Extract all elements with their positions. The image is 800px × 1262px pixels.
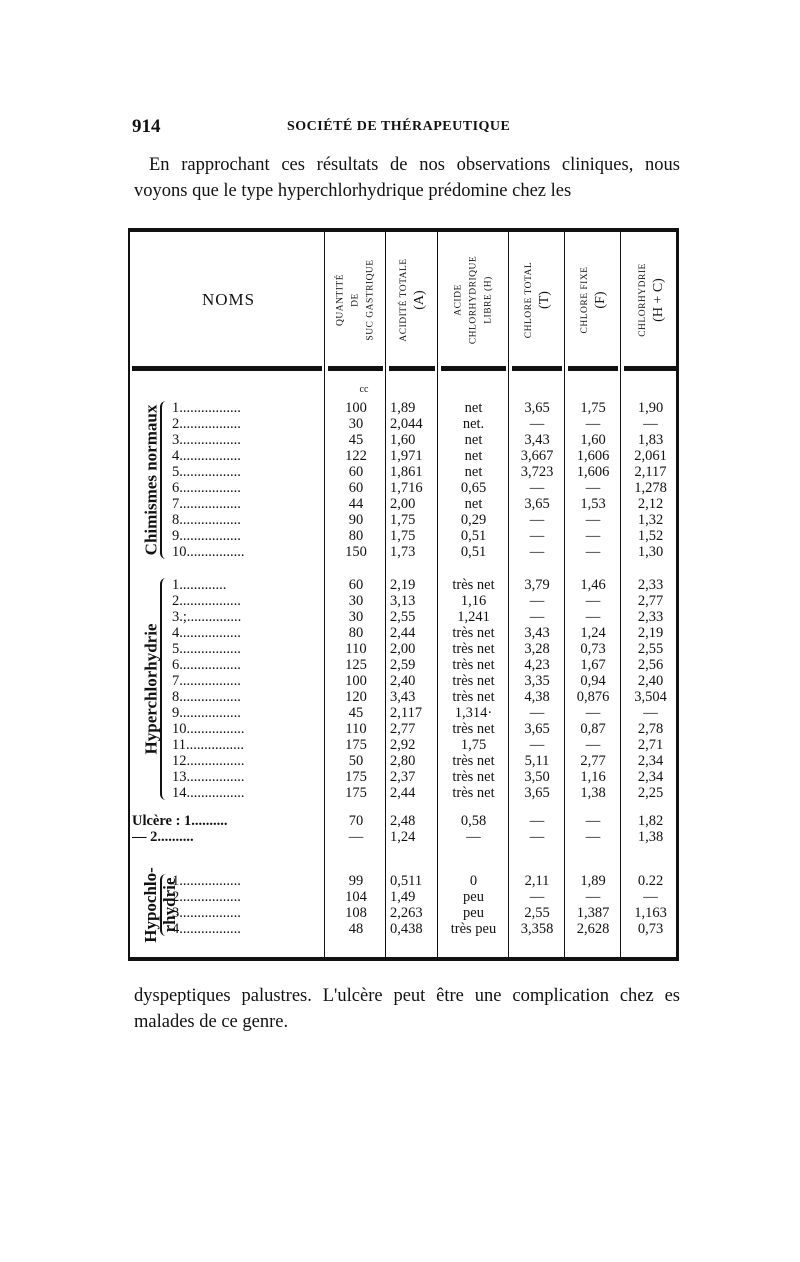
table-cell: 2,92	[390, 737, 416, 753]
table-cell: 80	[348, 528, 364, 544]
table-cell: 99	[348, 873, 364, 889]
table-cell: —	[529, 829, 545, 845]
table-row	[130, 737, 676, 753]
group-label-line: rhydrie	[160, 877, 179, 933]
table-cell: 120	[345, 689, 367, 705]
table-cell: 2,00	[390, 496, 416, 512]
header-rule	[389, 366, 435, 371]
table-row	[130, 889, 676, 905]
table-cell: 150	[345, 544, 367, 560]
table-cell: 2,34	[637, 753, 664, 769]
table-cell: —	[585, 705, 601, 721]
row-name: 3.;...............	[172, 609, 242, 625]
table-cell: 1,83	[637, 432, 664, 448]
table-cell: 0,876	[576, 689, 610, 705]
table-cell: 30	[348, 593, 364, 609]
table-cell: net	[464, 448, 483, 464]
table-cell: 3,65	[524, 400, 550, 416]
table-row	[130, 641, 676, 657]
table-cell: 0,73	[580, 641, 606, 657]
table-cell: 2,56	[637, 657, 664, 673]
table-cell: 1,30	[637, 544, 664, 560]
table-cell: 2,77	[580, 753, 606, 769]
row-name: 2.................	[172, 889, 241, 905]
table-row	[130, 689, 676, 705]
table-cell: 108	[345, 905, 367, 921]
table-row	[130, 769, 676, 785]
table-cell: 2,33	[637, 609, 664, 625]
table-cell: 100	[345, 400, 367, 416]
table-cell: net	[464, 400, 483, 416]
column-header-line: CHLORE FIXE	[580, 266, 590, 334]
table-cell: 45	[348, 432, 364, 448]
row-name: 5.................	[172, 641, 241, 657]
table-cell: 60	[348, 577, 364, 593]
running-header	[132, 116, 680, 138]
table-cell: 44	[348, 496, 364, 512]
group-label-line: Chimismes normaux	[141, 404, 160, 556]
table-row	[130, 721, 676, 737]
table-cell: très net	[452, 769, 495, 785]
column-header-text	[451, 256, 496, 344]
table-cell: 1,24	[390, 829, 416, 845]
column-header-line: DE	[350, 293, 360, 307]
table-row	[130, 577, 676, 593]
outro-paragraph: dyspeptiques palustres. L'ulcère peut être une complication chez es malades de ce genre.	[134, 986, 680, 1032]
intro-paragraph: En rapprochant ces résultats de nos observations cliniques, nous voyons que le type hyperchlorhydrique prédomine chez les	[134, 155, 680, 201]
column-header-line: (A)	[412, 290, 427, 310]
table-cell: 1,73	[390, 544, 416, 560]
table-cell: —	[585, 889, 601, 905]
column-header-line: QUANTITÉ	[335, 274, 345, 327]
table-cell: 2,77	[637, 593, 664, 609]
table-cell: 45	[348, 705, 364, 721]
table-cell: 1,32	[637, 512, 664, 528]
table-cell: 175	[345, 737, 367, 753]
table-row	[130, 432, 676, 448]
table-cell: 1,67	[580, 657, 606, 673]
table-cell: —	[585, 609, 601, 625]
table-cell: —	[585, 416, 601, 432]
row-name: 1.............	[172, 577, 227, 593]
column-header	[326, 238, 385, 362]
table-row	[130, 905, 676, 921]
column-header-line: SUC GASTRIQUE	[365, 259, 375, 341]
table-cell: 2,044	[390, 416, 423, 432]
table-cell: 1,861	[390, 464, 423, 480]
column-header	[566, 238, 620, 362]
column-header-line: LIBRE (H)	[483, 276, 493, 324]
table-row	[130, 753, 676, 769]
table-cell: 1,75	[460, 737, 487, 753]
table-cell: 0,51	[460, 528, 487, 544]
row-name: 1.................	[172, 400, 241, 416]
table-cell: —	[643, 705, 658, 721]
table-cell: 0,51	[460, 544, 487, 560]
table-cell: 1,163	[634, 905, 667, 921]
row-name: 9.................	[172, 705, 241, 721]
table-cell: 2,117	[390, 705, 423, 721]
table-cell: 1,16	[460, 593, 487, 609]
table-cell: très net	[452, 625, 495, 641]
table-cell: —	[466, 829, 481, 845]
row-name: 4.................	[172, 625, 241, 641]
row-name: 3.................	[172, 432, 241, 448]
table-cell: —	[529, 609, 545, 625]
table-cell: 3,723	[520, 464, 554, 480]
table-row	[130, 416, 676, 432]
table-cell: 2,19	[637, 625, 664, 641]
table-cell: 3,35	[524, 673, 550, 689]
table-cell: 175	[345, 785, 367, 801]
row-name: 1.................	[172, 873, 241, 889]
table-cell: net	[464, 432, 483, 448]
table-cell: 1,971	[390, 448, 423, 464]
table-cell: 2,44	[390, 625, 416, 641]
table-cell: —	[643, 889, 658, 905]
table-cell: 1,75	[390, 512, 416, 528]
table-cell: 4,23	[524, 657, 550, 673]
table-row	[130, 785, 676, 801]
row-name: 7.................	[172, 496, 241, 512]
column-header	[439, 238, 508, 362]
row-name: 5.................	[172, 464, 241, 480]
table-cell: —	[529, 737, 545, 753]
table-cell: 0,94	[580, 673, 606, 689]
table-cell: 2,40	[390, 673, 416, 689]
row-name: 12................	[172, 753, 245, 769]
table-cell: 2,00	[390, 641, 416, 657]
table-cell: 3,43	[524, 625, 550, 641]
row-name: 2.................	[172, 416, 241, 432]
table-cell: 30	[348, 609, 364, 625]
table-cell: 2,117	[634, 464, 667, 480]
table-cell: 1,314·	[454, 705, 493, 721]
table-cell: 175	[345, 769, 367, 785]
data-table	[128, 228, 679, 961]
table-cell: —	[529, 512, 545, 528]
table-cell: 1,606	[576, 464, 610, 480]
table-cell: —	[529, 593, 545, 609]
row-name: 11................	[172, 737, 244, 753]
table-cell: 2,12	[637, 496, 664, 512]
table-row	[130, 593, 676, 609]
table-cell: 110	[345, 641, 367, 657]
column-header-text	[578, 267, 608, 334]
table-cell: très net	[452, 689, 495, 705]
table-cell: 1,387	[576, 905, 610, 921]
table-cell: 0.22	[637, 873, 664, 889]
column-header	[622, 238, 679, 362]
row-name: 13................	[172, 769, 245, 785]
table-cell: net.	[462, 416, 485, 432]
table-cell: 1,606	[576, 448, 610, 464]
table-cell: 3,79	[524, 577, 550, 593]
table-cell: net	[464, 464, 483, 480]
row-name: 9.................	[172, 528, 241, 544]
column-header-text	[636, 263, 666, 337]
table-row	[130, 464, 676, 480]
header-rule	[512, 366, 562, 371]
table-cell: 2,55	[390, 609, 416, 625]
table-cell: 1,89	[580, 873, 606, 889]
row-name: 4.................	[172, 921, 241, 937]
table-cell: 0,87	[580, 721, 606, 737]
table-row	[130, 921, 676, 937]
table-cell: —	[529, 544, 545, 560]
table-cell: 104	[345, 889, 367, 905]
table-cell: 3,13	[390, 593, 416, 609]
table-row	[130, 528, 676, 544]
table-cell: 1,38	[580, 785, 606, 801]
table-cell: 2,25	[637, 785, 664, 801]
table-cell: —	[585, 829, 601, 845]
column-header	[387, 238, 437, 362]
table-cell: 1,60	[580, 432, 606, 448]
column-header-line: ACIDITÉ TOTALE	[399, 258, 409, 342]
table-cell: —	[585, 544, 601, 560]
table-cell: 2,55	[637, 641, 664, 657]
table-cell: 1,38	[637, 829, 664, 845]
table-cell: 0,65	[460, 480, 487, 496]
table-row	[130, 400, 676, 416]
table-cell: 110	[345, 721, 367, 737]
table-cell: 2,44	[390, 785, 416, 801]
table-cell: 1,60	[390, 432, 416, 448]
table-cell: 1,24	[580, 625, 606, 641]
table-cell: 80	[348, 625, 364, 641]
table-cell: 2,48	[390, 813, 416, 829]
table-cell: très net	[452, 577, 495, 593]
header-rule	[441, 366, 506, 371]
table-cell: 3,50	[524, 769, 550, 785]
table-cell: 1,75	[390, 528, 416, 544]
table-cell: —	[585, 528, 601, 544]
table-row	[130, 813, 676, 829]
table-row	[130, 625, 676, 641]
header-rule	[624, 366, 677, 371]
table-cell: 48	[348, 921, 364, 937]
table-cell: —	[585, 737, 601, 753]
table-cell: 1,241	[457, 609, 490, 625]
table-cell: 60	[348, 480, 364, 496]
row-name: — 2..........	[132, 829, 194, 845]
table-cell: —	[585, 593, 601, 609]
column-header-line: CHLORHYDRIE	[637, 263, 648, 337]
table-cell: 125	[345, 657, 367, 673]
running-head: SOCIÉTÉ DE THÉRAPEUTIQUE	[287, 119, 511, 134]
table-cell: 1,75	[580, 400, 606, 416]
table-cell: 0	[469, 873, 478, 889]
row-name: 6.................	[172, 657, 241, 673]
table-cell: —	[529, 813, 545, 829]
table-cell: net	[464, 496, 483, 512]
table-cell: 60	[348, 464, 364, 480]
row-name: 2.................	[172, 593, 241, 609]
table-row	[130, 705, 676, 721]
table-cell: très net	[452, 785, 495, 801]
header-rule	[328, 366, 383, 371]
table-cell: 3,65	[524, 721, 550, 737]
table-cell: 90	[348, 512, 364, 528]
table-cell: —	[585, 813, 601, 829]
table-cell: 122	[345, 448, 367, 464]
table-cell: —	[529, 528, 545, 544]
table-cell: —	[585, 480, 601, 496]
row-name: 3.................	[172, 905, 241, 921]
table-cell: 2,628	[576, 921, 610, 937]
column-header	[510, 238, 564, 362]
table-cell: très net	[452, 657, 495, 673]
table-cell: 70	[348, 813, 364, 829]
table-cell: 0,511	[390, 873, 423, 889]
column-header-text	[522, 262, 552, 338]
table-row	[130, 657, 676, 673]
table-cell: 2,71	[637, 737, 664, 753]
table-cell: 2,37	[390, 769, 416, 785]
table-cell: 2,78	[637, 721, 664, 737]
table-cell: peu	[463, 905, 484, 921]
group-label-line: Hypochlo-	[141, 867, 160, 943]
table-cell: 1,89	[390, 400, 416, 416]
table-cell: 1,716	[390, 480, 423, 496]
table-cell: 3,28	[524, 641, 550, 657]
table-cell: —	[529, 480, 545, 496]
table-cell: —	[585, 512, 601, 528]
table-cell: peu	[463, 889, 484, 905]
table-cell: très net	[452, 753, 495, 769]
column-header-line: (H + C)	[650, 278, 666, 322]
table-cell: 5,11	[524, 753, 550, 769]
row-name: 10................	[172, 544, 245, 560]
row-name: 7.................	[172, 673, 241, 689]
column-header-line: CHLORE TOTAL	[524, 261, 534, 339]
table-cell: 0,58	[460, 813, 487, 829]
column-header-line: (F)	[593, 291, 608, 309]
table-cell: 2,59	[390, 657, 416, 673]
row-name: 6.................	[172, 480, 241, 496]
header-rule	[568, 366, 618, 371]
table-cell: 3,65	[524, 785, 550, 801]
row-name: 8.................	[172, 512, 241, 528]
table-cell: 3,358	[520, 921, 554, 937]
table-cell: 0,438	[390, 921, 423, 937]
table-row	[130, 829, 676, 845]
column-header-text	[397, 258, 427, 341]
row-name: Ulcère : 1..........	[132, 813, 228, 829]
table-cell: —	[643, 416, 658, 432]
table-row	[130, 448, 676, 464]
table-cell: 2,80	[390, 753, 416, 769]
table-cell: 2,55	[524, 905, 550, 921]
header-rule	[132, 366, 322, 371]
unit-label: cc	[359, 384, 369, 395]
table-cell: 3,667	[520, 448, 554, 464]
table-cell: —	[348, 829, 364, 845]
table-cell: 1,52	[637, 528, 664, 544]
table-cell: 0,73	[637, 921, 664, 937]
table-cell: 30	[348, 416, 364, 432]
row-name: 8.................	[172, 689, 241, 705]
table-row	[130, 609, 676, 625]
table-cell: 1,90	[637, 400, 664, 416]
row-name: 4.................	[172, 448, 241, 464]
table-cell: 3,43	[524, 432, 550, 448]
table-cell: 100	[345, 673, 367, 689]
table-cell: très net	[452, 673, 495, 689]
column-header-line: ACIDE	[453, 284, 463, 316]
table-cell: 1,46	[580, 577, 606, 593]
table-cell: 2,263	[390, 905, 423, 921]
table-cell: 1,53	[580, 496, 606, 512]
table-cell: 3,43	[390, 689, 416, 705]
table-row	[130, 512, 676, 528]
page-number: 914	[132, 116, 161, 137]
table-cell: 2,19	[390, 577, 416, 593]
table-cell: 2,77	[390, 721, 416, 737]
table-cell: —	[529, 705, 545, 721]
table-cell: très net	[452, 721, 495, 737]
noms-header: NOMS	[202, 290, 256, 309]
table-cell: 1,16	[580, 769, 606, 785]
table-cell: 2,33	[637, 577, 664, 593]
table-cell: très peu	[450, 921, 497, 937]
column-header-line: CHLORHYDRIQUE	[468, 255, 478, 345]
table-cell: 1,49	[390, 889, 416, 905]
group-label-line: Hyperchlorhydrie	[141, 623, 160, 755]
table-cell: 4,38	[524, 689, 550, 705]
table-row	[130, 480, 676, 496]
table-row	[130, 673, 676, 689]
table-cell: 1,82	[637, 813, 664, 829]
table-cell: 0,29	[460, 512, 487, 528]
table-cell: 50	[348, 753, 364, 769]
table-cell: 1,278	[634, 480, 667, 496]
column-header-line: (T)	[537, 291, 552, 309]
table-row	[130, 544, 676, 560]
table-cell: —	[529, 416, 545, 432]
column-header-text	[333, 259, 378, 340]
table-row	[130, 873, 676, 889]
table-cell: 2,40	[637, 673, 664, 689]
row-name: 14................	[172, 785, 245, 801]
table-cell: 2,11	[524, 873, 550, 889]
table-cell: 3,504	[634, 689, 667, 705]
table-cell: 3,65	[524, 496, 550, 512]
table-row	[130, 496, 676, 512]
table-cell: très net	[452, 641, 495, 657]
table-cell: —	[529, 889, 545, 905]
row-name: 10................	[172, 721, 245, 737]
table-cell: 2,061	[634, 448, 667, 464]
table-cell: 2,34	[637, 769, 664, 785]
